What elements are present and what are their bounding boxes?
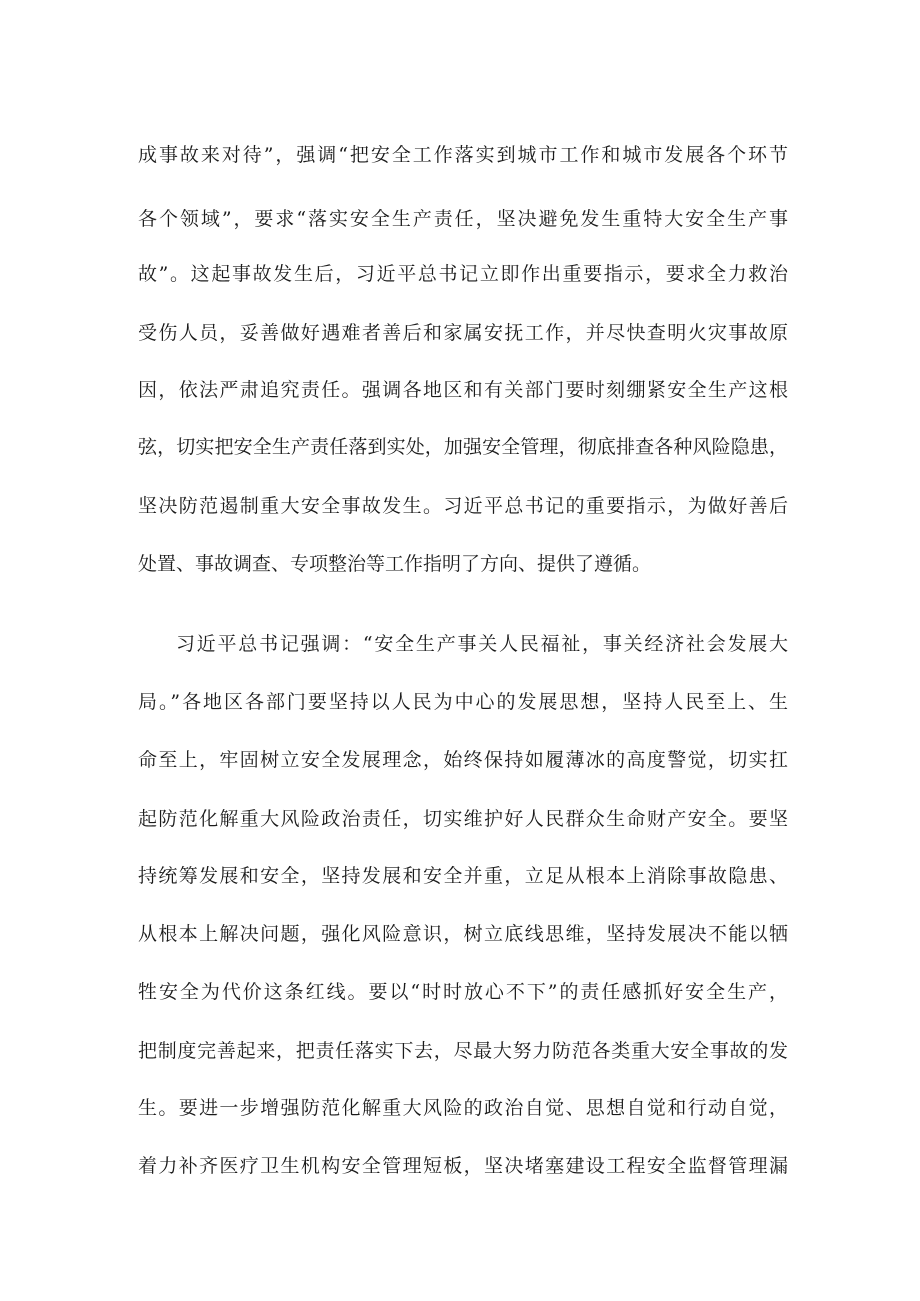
text-line: 受伤人员，妥善做好遇难者善后和家属安抚工作，并尽快查明火灾事故原 [138,322,788,344]
text-line: 故”。这起事故发生后，习近平总书记立即作出重要指示，要求全力救治 [138,263,788,285]
text-line: 习近平总书记强调：“安全生产事关人民福祉，事关经济社会发展大 [176,633,788,655]
text-line: 牲安全为代价这条红线。要以“时时放心不下”的责任感抓好安全生产， [138,981,788,1003]
text-line: 坚决防范遏制重大安全事故发生。习近平总书记的重要指示，为做好善后 [138,495,788,517]
text-line: 起防范化解重大风险政治责任，切实维护好人民群众生命财产安全。要坚 [138,808,788,830]
text-line: 弦，切实把安全生产责任落到实处，加强安全管理，彻底排查各种风险隐患， [138,436,788,458]
text-line: 命至上，牢固树立安全发展理念，始终保持如履薄冰的高度警觉，切实扛 [138,749,788,771]
text-line: 持统筹发展和安全，坚持发展和安全并重，立足从根本上消除事故隐患、 [138,865,788,887]
text-line: 把制度完善起来，把责任落实下去，尽最大努力防范各类重大安全事故的发 [138,1040,788,1062]
text-line: 从根本上解决问题，强化风险意识，树立底线思维，坚持发展决不能以牺 [138,923,788,945]
text-line: 局。”各地区各部门要坚持以人民为中心的发展思想，坚持人民至上、生 [138,691,788,713]
text-line: 处置、事故调查、专项整治等工作指明了方向、提供了遵循。 [138,553,652,575]
text-line: 成事故来对待”，强调“把安全工作落实到城市工作和城市发展各个环节 [138,144,788,166]
text-line: 因，依法严肃追究责任。强调各地区和有关部门要时刻绷紧安全生产这根 [138,379,788,401]
text-line: 各个领域”，要求“落实安全生产责任，坚决避免发生重特大安全生产事 [138,208,788,230]
text-line: 着力补齐医疗卫生机构安全管理短板，坚决堵塞建设工程安全监督管理漏 [138,1155,788,1177]
text-line: 生。要进一步增强防范化解重大风险的政治自觉、思想自觉和行动自觉， [138,1097,788,1119]
